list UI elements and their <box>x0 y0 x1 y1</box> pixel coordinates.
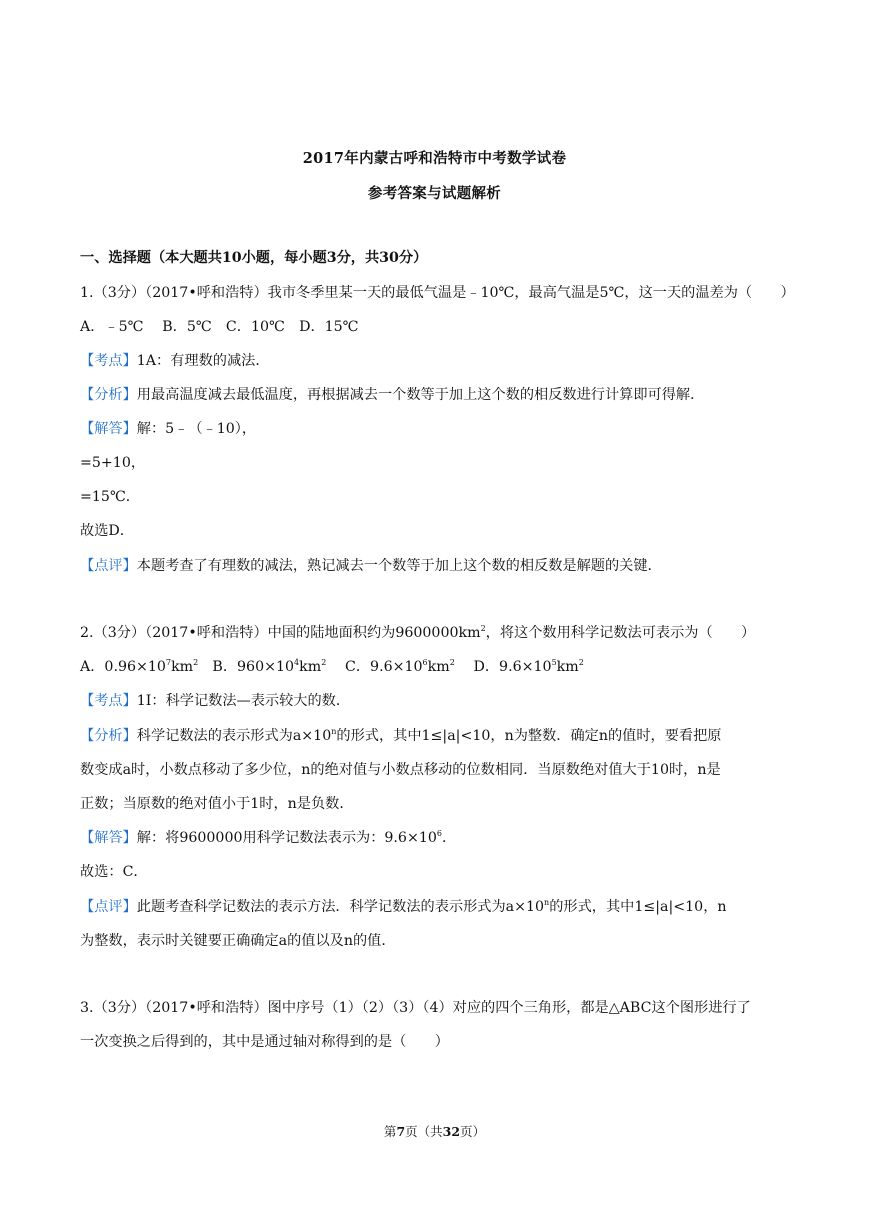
q2-dianping-tag: 【点评】 <box>80 899 137 915</box>
document-title: 2017年内蒙古呼和浩特市中考数学试卷 <box>302 150 567 167</box>
q1-jieda-text: 解：5﹣（﹣10）， <box>136 421 257 437</box>
q1-kaodian <box>80 351 792 371</box>
q2-option-a: A．0.96×10 <box>80 659 166 675</box>
q2-jieda <box>80 828 792 848</box>
q1-dianping <box>80 556 792 576</box>
q2-option-d-exp: 5 <box>551 658 557 667</box>
q2-option-c-exp: 6 <box>422 658 428 667</box>
footer-suffix: 页） <box>460 1124 486 1139</box>
q2-fenxi-text: 科学记数法的表示形式为a×10 <box>136 728 332 744</box>
q1-fenxi-text: 用最高温度减去最低温度，再根据减去一个数等于加上这个数的相反数进行计算即可得解． <box>136 387 705 403</box>
q1-step2: =15℃． <box>80 489 140 505</box>
q2-stem-sup: 2 <box>480 624 486 633</box>
q2-option-a-unit-exp: 2 <box>193 658 199 667</box>
q2-stem-text: 2.（3分）（2017•呼和浩特）中国的陆地面积约为9600000km <box>80 625 481 641</box>
q2-kaodian-tag: 【考点】 <box>80 693 137 709</box>
q1-dianping-tag: 【点评】 <box>80 558 137 574</box>
q2-option-d-unit: km <box>556 659 579 675</box>
q2-option-c-unit-exp: 2 <box>449 658 455 667</box>
q2-dianping-exp: n <box>544 898 550 907</box>
q2-jieda-tag: 【解答】 <box>80 830 137 846</box>
q1-stem: 1.（3分）（2017•呼和浩特）我市冬季里某一天的最低气温是﹣10℃，最高气温是5℃，这一天的温差为（ ） <box>80 285 795 301</box>
q2-option-d: D．9.6×10 <box>454 659 552 675</box>
footer-page-number: 7 <box>396 1124 406 1139</box>
q3-stem-line2: 一次变换之后得到的，其中是通过轴对称得到的是（ ） <box>80 1034 449 1050</box>
q2-fenxi-line3: 正数；当原数的绝对值小于1时，n是负数． <box>80 796 354 812</box>
q2-option-a-unit: km <box>171 659 194 675</box>
q1-dianping-text: 本题考查了有理数的减法，熟记减去一个数等于加上这个数的相反数是解题的关键． <box>136 558 662 574</box>
q2-fenxi-line2: 数变成a时，小数点移动了多少位，n的绝对值与小数点移动的位数相同．当原数绝对值大于10时，n是 <box>80 762 721 778</box>
q2-option-b-unit: km <box>299 659 322 675</box>
q2-stem-text-end: ，将这个数用科学记数法可表示为（ ） <box>485 625 756 641</box>
footer-middle: 页（共 <box>405 1124 443 1139</box>
q2-fenxi-exp: n <box>331 727 337 736</box>
q2-dianping-text: 此题考查科学记数法的表示方法．科学记数法的表示形式为a×10 <box>136 899 545 915</box>
footer-total-pages: 32 <box>442 1124 461 1139</box>
q1-step1: =5+10， <box>80 455 146 471</box>
section-heading: 一、选择题（本大题共10小题，每小题3分，共30分） <box>80 250 428 266</box>
q2-stem <box>80 623 792 643</box>
q2-option-b: B．960×10 <box>198 659 295 675</box>
q1-fenxi <box>80 385 792 405</box>
q2-options <box>80 657 792 677</box>
q2-option-a-exp: 7 <box>165 658 172 667</box>
q2-kaodian <box>80 691 792 711</box>
q3-stem-line1: 3.（3分）（2017•呼和浩特）图中序号（1）（2）（3）（4）对应的四个三角形，都是△ABC这个图形进行了 <box>80 1000 751 1016</box>
q2-dianping <box>80 897 792 917</box>
q2-jieda-text: 解：将9600000用科学记数法表示为：9.6×10 <box>136 830 437 846</box>
q2-option-c: C．9.6×10 <box>326 659 423 675</box>
footer-prefix: 第 <box>383 1124 397 1139</box>
q1-kaodian-text: 1A：有理数的减法． <box>136 353 270 369</box>
q1-jieda-tag: 【解答】 <box>80 421 137 437</box>
q2-option-b-unit-exp: 2 <box>321 658 327 667</box>
q1-jieda <box>80 419 792 439</box>
q2-fenxi-text-end: 的形式，其中1≤|a|<10，n为整数．确定n的值时，要看把原 <box>336 728 722 744</box>
q2-dianping-text-end: 的形式，其中1≤|a|<10，n <box>549 899 727 915</box>
q2-jieda-text-end: ． <box>442 830 457 846</box>
q1-kaodian-tag: 【考点】 <box>80 353 137 369</box>
q2-option-c-unit: km <box>427 659 450 675</box>
q1-fenxi-tag: 【分析】 <box>80 387 137 403</box>
q2-choice: 故选：C． <box>80 864 148 880</box>
q2-fenxi-tag: 【分析】 <box>80 728 137 744</box>
page-footer <box>0 1122 869 1140</box>
q2-option-b-exp: 4 <box>294 658 300 667</box>
q2-dianping-line2: 为整数，表示时关键要正确确定a的值以及n的值． <box>80 933 396 949</box>
document-subtitle: 参考答案与试题解析 <box>367 185 502 202</box>
q1-choice: 故选D． <box>80 523 134 539</box>
q1-options: A．﹣5℃ B．5℃ C．10℃ D．15℃ <box>80 319 359 335</box>
q2-fenxi <box>80 726 792 746</box>
q2-kaodian-text: 1I：科学记数法—表示较大的数． <box>136 693 351 709</box>
q2-jieda-exp: 6 <box>436 829 442 838</box>
q2-option-d-unit-exp: 2 <box>578 658 584 667</box>
